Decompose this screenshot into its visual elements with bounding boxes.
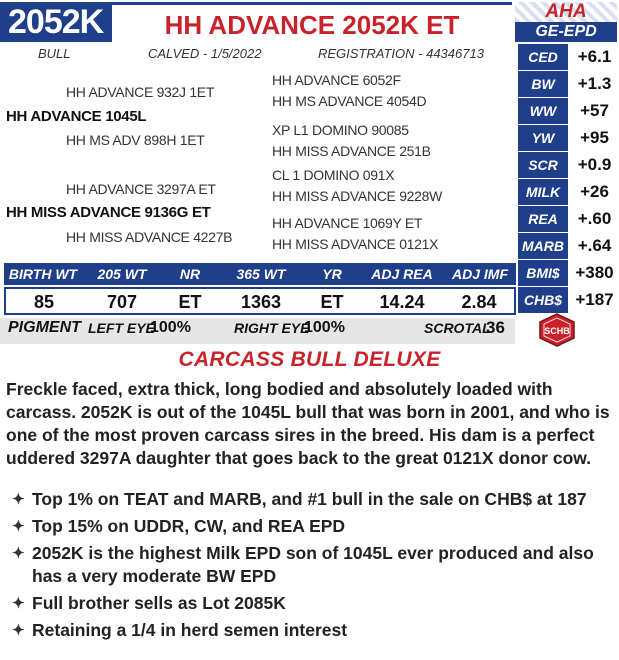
epd-label: MARB <box>518 233 568 259</box>
lot-number: 2052K <box>0 2 112 42</box>
logo-ge-epd-text: GE-EPD <box>535 23 597 40</box>
perf-header: 365 WT <box>236 266 286 282</box>
epd-row-bw <box>518 71 619 97</box>
pedigree-sire: HH ADVANCE 1045L <box>6 108 147 125</box>
epd-value: +1.3 <box>577 74 612 93</box>
calved-date: CALVED - 1/5/2022 <box>148 46 262 61</box>
epd-value: +.64 <box>577 236 612 255</box>
epd-row-rea <box>518 206 619 232</box>
perf-value: ET <box>320 292 344 312</box>
bullet-list <box>6 488 614 646</box>
perf-value: 14.24 <box>379 292 425 312</box>
epd-value: +.60 <box>577 209 612 228</box>
epd-label: BW <box>518 71 568 97</box>
epd-row-chb <box>518 287 619 313</box>
epd-row-marb <box>518 233 619 259</box>
epd-value: +380 <box>575 263 614 282</box>
perf-value: ET <box>178 292 202 312</box>
section-title: CARCASS BULL DELUXE <box>178 348 441 371</box>
pedigree-dss: CL 1 DOMINO 091X <box>272 167 395 183</box>
pedigree-sss: HH ADVANCE 6052F <box>272 72 401 88</box>
left-eye-value: 100% <box>150 319 191 336</box>
perf-header: NR <box>179 266 201 282</box>
pedigree-sire-dam: HH MS ADV 898H 1ET <box>66 132 205 148</box>
perf-header: ADJ IMF <box>452 266 508 282</box>
epd-value: +187 <box>575 290 614 309</box>
right-eye-value: 100% <box>304 319 345 336</box>
left-eye-label: LEFT EYE <box>88 320 155 336</box>
epd-row-milk <box>518 179 619 205</box>
bullet-text: Retaining a 1/4 in herd semen interest <box>32 620 348 640</box>
epd-label: WW <box>518 98 568 124</box>
bullet-item <box>6 619 614 642</box>
pedigree-dds: HH ADVANCE 1069Y ET <box>272 215 423 231</box>
aha-ge-epd-logo <box>515 2 617 42</box>
perf-value: 1363 <box>240 292 282 312</box>
bullet-text: 2052K is the highest Milk EPD son of 1045L ever produced and also has a very moderate BW EPD <box>32 543 594 586</box>
epd-value: +0.9 <box>577 155 612 174</box>
right-eye-label: RIGHT EYE <box>234 320 310 336</box>
logo-aha-text: AHA <box>515 2 617 22</box>
pigment-label: PIGMENT <box>8 319 81 336</box>
epd-row-ced <box>518 44 619 70</box>
pedigree-ssd: HH MS ADVANCE 4054D <box>272 93 427 109</box>
pedigree-sds: XP L1 DOMINO 90085 <box>272 122 409 138</box>
pedigree-ddd: HH MISS ADVANCE 0121X <box>272 236 439 252</box>
epd-row-yw <box>518 125 619 151</box>
epd-label: YW <box>518 125 568 151</box>
bullet-text: Top 1% on TEAT and MARB, and #1 bull in the sale on CHB$ at 187 <box>32 489 587 509</box>
epd-row-scr <box>518 152 619 178</box>
bullet-text: Top 15% on UDDR, CW, and REA EPD <box>32 516 346 536</box>
epd-label: REA <box>518 206 568 232</box>
sex-label: BULL <box>38 46 71 61</box>
stamp-text: SCHB <box>544 326 570 336</box>
perf-value: 2.84 <box>461 292 497 312</box>
star-bullet-icon: ✦ <box>12 622 25 639</box>
epd-row-bmi <box>518 260 619 286</box>
epd-value: +95 <box>580 128 609 147</box>
perf-header: BIRTH WT <box>8 266 78 282</box>
epd-row-ww <box>518 98 619 124</box>
scrotal-label: SCROTAL <box>424 320 491 336</box>
bullet-text: Full brother sells as Lot 2085K <box>32 593 286 613</box>
epd-value: +6.1 <box>577 47 612 66</box>
performance-value-row <box>4 287 516 315</box>
pedigree-dsd: HH MISS ADVANCE 9228W <box>272 188 443 204</box>
bullet-item <box>6 542 614 588</box>
pedigree-dam-dam: HH MISS ADVANCE 4227B <box>66 229 233 245</box>
star-bullet-icon: ✦ <box>12 491 25 508</box>
bullet-item <box>6 488 614 511</box>
epd-value: +26 <box>580 182 609 201</box>
performance-header-row <box>4 263 516 285</box>
epd-label: CHB$ <box>518 287 568 313</box>
epd-value: +57 <box>580 101 609 120</box>
perf-header: ADJ REA <box>371 266 433 282</box>
perf-header: 205 WT <box>97 266 147 282</box>
epd-label: MILK <box>518 179 568 205</box>
description: Freckle faced, extra thick, long bodied and absolutely loaded with carcass. 2052K is out of the 1045L bull that was born in 2001, and who is one of the most proven carcass sires in the breed. His dam is a perfect uddered 3297A daughter that goes back to the great 0121X donor cow. <box>6 379 610 468</box>
epd-label: CED <box>518 44 568 70</box>
epd-label: SCR <box>518 152 568 178</box>
perf-value: 707 <box>106 292 138 312</box>
pedigree-dam: HH MISS ADVANCE 9136G ET <box>6 204 211 221</box>
epd-label: BMI$ <box>518 260 568 286</box>
pedigree-dam-sire: HH ADVANCE 3297A ET <box>66 181 216 197</box>
pedigree-sire-sire: HH ADVANCE 932J 1ET <box>66 84 215 100</box>
star-bullet-icon: ✦ <box>12 595 25 612</box>
bullet-item <box>6 592 614 615</box>
chb-stamp-icon <box>537 313 577 347</box>
bullet-item <box>6 515 614 538</box>
scrotal-value: 36 <box>486 318 505 337</box>
star-bullet-icon: ✦ <box>12 545 25 562</box>
perf-header: YR <box>322 266 342 282</box>
registration-number: REGISTRATION - 44346713 <box>318 46 484 61</box>
animal-name: HH ADVANCE 2052K ET <box>112 5 512 45</box>
title-bar <box>112 2 512 42</box>
star-bullet-icon: ✦ <box>12 518 25 535</box>
pedigree-sdd: HH MISS ADVANCE 251B <box>272 143 431 159</box>
perf-value: 85 <box>33 292 55 312</box>
